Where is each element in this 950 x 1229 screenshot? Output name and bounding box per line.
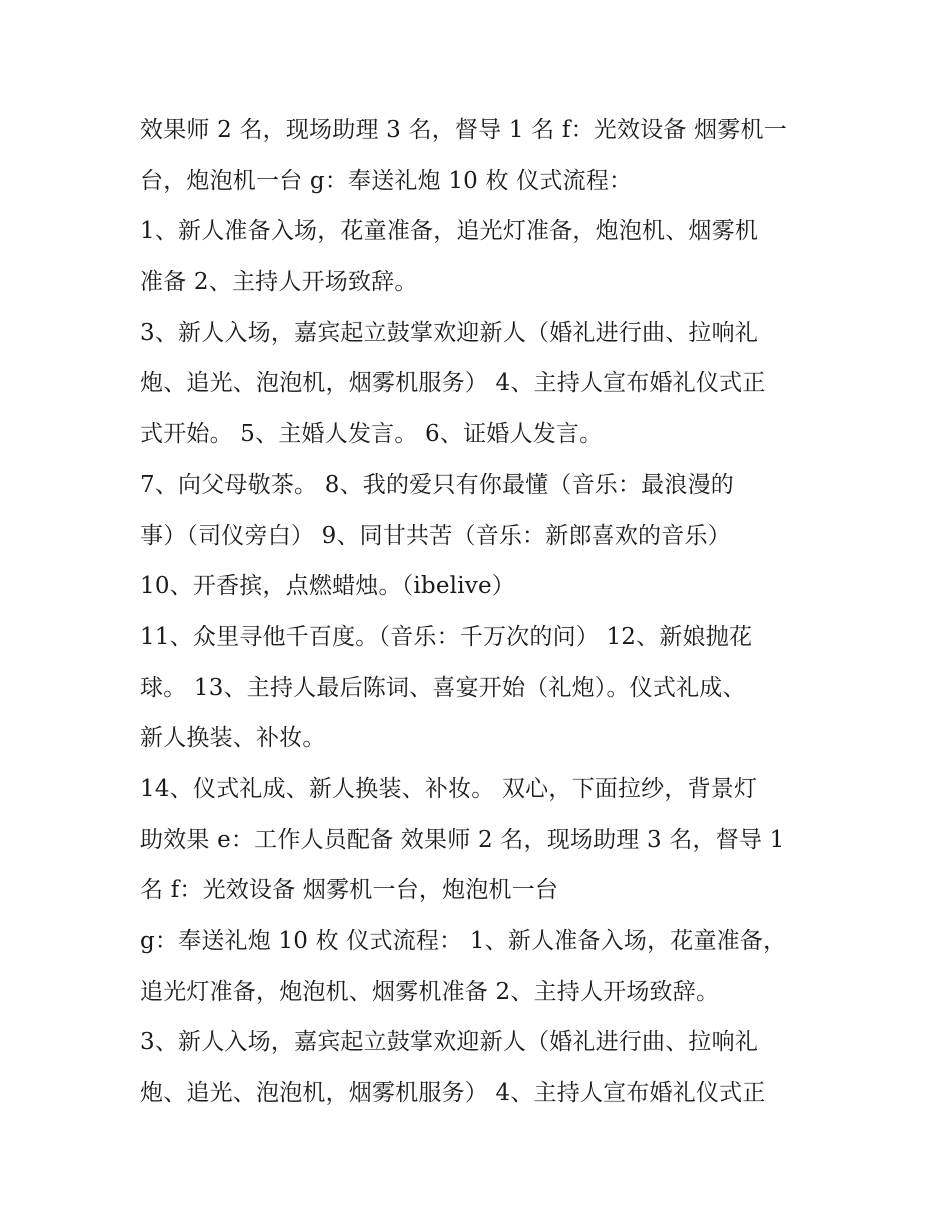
text-line: 事）（司仪旁白） 9、同甘共苦（音乐：新郎喜欢的音乐） [140,522,731,549]
text-line: 7、向父母敬茶。 8、我的爱只有你最懂（音乐：最浪漫的 [140,471,734,498]
text-line: 新人换装、补妆。 [140,725,326,752]
text-line: 1、新人准备入场，花童准备，追光灯准备，炮泡机、烟雾机 [140,218,759,245]
text-line: 效果师 2 名，现场助理 3 名，督导 1 名 f：光效设备 烟雾机一 [140,117,787,143]
text-line: 球。 13、主持人最后陈词、喜宴开始（礼炮）。仪式礼成、 [140,674,746,701]
text-line: 准备 2、主持人开场致辞。 [140,269,418,296]
text-line: 式开始。 5、主婚人发言。 6、证婚人发言。 [140,421,603,448]
text-line: 名 f：光效设备 烟雾机一台，炮泡机一台 [140,877,559,904]
text-line: 炮、追光、泡泡机，烟雾机服务） 4、主持人宣布婚礼仪式正 [140,370,766,397]
text-line: 炮、追光、泡泡机，烟雾机服务） 4、主持人宣布婚礼仪式正 [140,1080,766,1107]
text-line: 14、仪式礼成、新人换装、补妆。 双心，下面拉纱，背景灯 [140,775,758,802]
text-line: 助效果 e：工作人员配备 效果师 2 名，现场助理 3 名，督导 1 [140,826,785,853]
text-line: 10、开香摈，点燃蜡烛。（ibelive） [140,573,515,600]
text-line: 台，炮泡机一台 g：奉送礼炮 10 枚 仪式流程： [140,167,633,194]
text-line: 3、新人入场，嘉宾起立鼓掌欢迎新人（婚礼进行曲、拉响礼 [140,319,759,346]
document-body [140,105,820,1119]
text-line: 追光灯准备，炮泡机、烟雾机准备 2、主持人开场致辞。 [140,978,720,1005]
text-line: 3、新人入场，嘉宾起立鼓掌欢迎新人（婚礼进行曲、拉响礼 [140,1029,759,1056]
text-line: g：奉送礼炮 10 枚 仪式流程： 1、新人准备入场，花童准备， [140,928,787,954]
text-line: 11、众里寻他千百度。（音乐：千万次的问） 12、新娘抛花 [140,623,753,650]
